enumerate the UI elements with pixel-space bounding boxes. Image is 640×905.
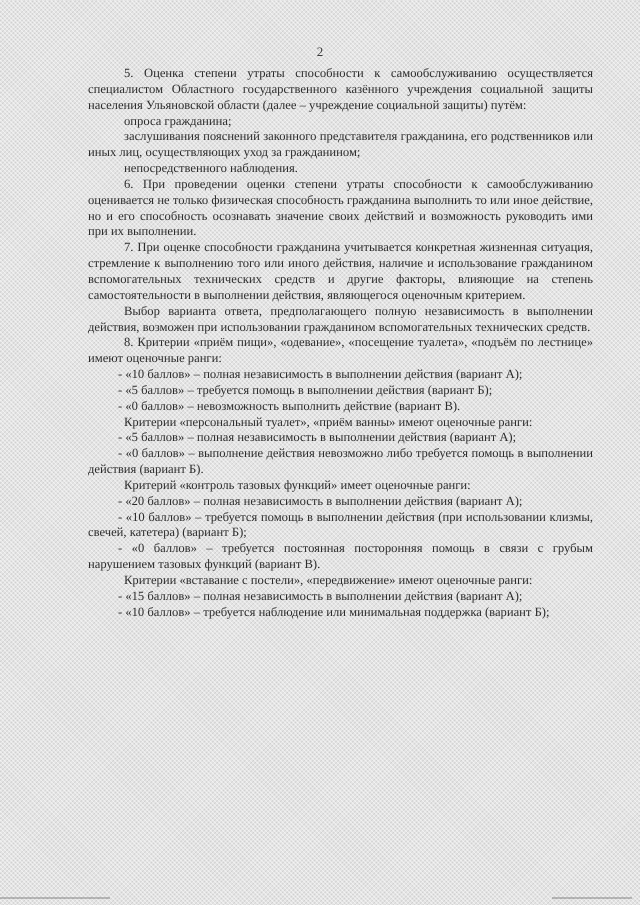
rank-item: - «0 баллов» – требуется постоянная посторонняя помощь в связи с грубым нарушением тазовых функций (вариант В). (88, 541, 593, 572)
rank-item: - «10 баллов» – требуется наблюдение или минимальная поддержка (вариант Б); (118, 604, 550, 619)
list-item: опроса гражданина; (124, 113, 232, 128)
scan-edge-mark (0, 897, 110, 899)
rank-item: - «5 баллов» – требуется помощь в выполнении действия (вариант Б); (118, 382, 493, 397)
rank-item: - «0 баллов» – невозможность выполнить действие (вариант В). (118, 398, 461, 413)
rank-item: - «20 баллов» – полная независимость в выполнении действия (вариант А); (118, 493, 523, 508)
rank-item: - «0 баллов» – выполнение действия невозможно либо требуется помощь в выполнении действия (вариант Б). (88, 446, 593, 477)
paragraph: Критерий «контроль тазовых функций» имеет оценочные ранги: (124, 477, 471, 492)
page-number: 2 (316, 44, 324, 59)
paragraph-item-5: 5. Оценка степени утраты способности к самообслуживанию осуществляется специалистом Областного государственного казённого учреждения социальной защиты населения Ульяновской области (далее – учреждение социальной защиты) путём: (88, 66, 593, 112)
paragraph-item-6: 6. При проведении оценки степени утраты способности к самообслуживанию оценивается не только физическая способность гражданина выполнить то или иное действие, но и его способность осознавать значение своих действий и возможность руководить ими при их выполнении. (88, 176, 593, 239)
rank-item: - «15 баллов» – полная независимость в выполнении действия (вариант А); (118, 588, 523, 603)
rank-item: - «10 баллов» – полная независимость в выполнении действия (вариант А); (118, 367, 523, 382)
paragraph-item-7: 7. При оценке способности гражданина учитывается конкретная жизненная ситуация, стремление к выполнению того или иного действия, наличие и использование гражданином вспомогательных технических средств и другие факторы, влияющие на степень самостоятельности в выполнении действия, являющегося оценочным критерием. (88, 240, 593, 302)
paragraph: Выбор варианта ответа, предполагающего полную независимость в выполнении действия, возможен при использовании гражданином вспомогательных технических средств. (88, 303, 593, 334)
paragraph: Критерии «персональный туалет», «приём ванны» имеют оценочные ранги: (124, 414, 533, 429)
paragraph: Критерии «вставание с постели», «передвижение» имеют оценочные ранги: (124, 573, 533, 587)
paragraph-item-8: 8. Критерии «приём пищи», «одевание», «посещение туалета», «подъём по лестнице» имеют оценочные ранги: (88, 335, 593, 366)
list-item: заслушивания пояснений законного представителя гражданина, его родственников или иных лиц, осуществляющих уход за гражданином; (88, 129, 593, 160)
document-body (88, 66, 593, 621)
rank-item: - «10 баллов» – требуется помощь в выполнении действия (при использовании клизмы, свечей, катетера) (вариант Б); (88, 509, 593, 540)
list-item: непосредственного наблюдения. (124, 161, 298, 176)
scan-edge-mark (552, 897, 632, 899)
rank-item: - «5 баллов» – полная независимость в выполнении действия (вариант А); (118, 430, 517, 445)
